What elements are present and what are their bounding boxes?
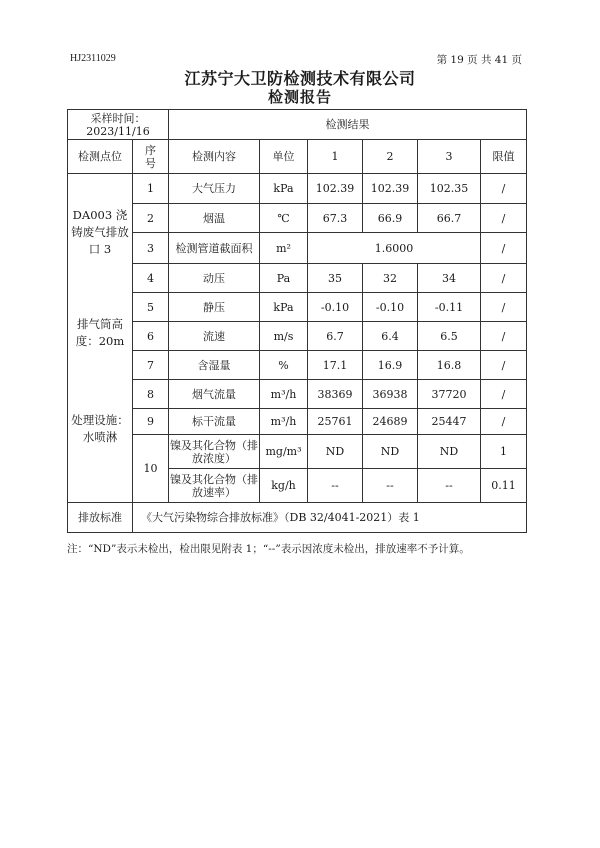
table-cell: / <box>481 264 527 293</box>
table-row <box>68 322 527 351</box>
table-cell: 102.39 <box>363 174 418 204</box>
table-cell: ND <box>418 435 481 469</box>
table-cell: 34 <box>418 264 481 293</box>
point-info-cell <box>68 174 133 503</box>
table-cell: 检测管道截面积 <box>169 233 260 264</box>
table-cell: 烟温 <box>169 204 260 233</box>
table-row <box>68 409 527 435</box>
table-cell: / <box>481 409 527 435</box>
table-cell: / <box>481 322 527 351</box>
table-cell: 标干流量 <box>169 409 260 435</box>
outlet-name: DA003 浇铸废气排放口 3 <box>71 208 129 256</box>
table-cell: 66.7 <box>418 204 481 233</box>
table-row <box>68 435 527 469</box>
table-cell: 1 <box>133 174 169 204</box>
table-row <box>68 233 527 264</box>
table-cell: Pa <box>260 264 308 293</box>
table-cell: 36938 <box>363 380 418 409</box>
table-cell: kPa <box>260 293 308 322</box>
table-cell: 16.9 <box>363 351 418 380</box>
table-cell: m³/h <box>260 380 308 409</box>
table-row <box>68 293 527 322</box>
table-cell: 镍及其化合物（排放速率） <box>169 469 260 503</box>
results-table <box>67 109 527 533</box>
sampling-time-label: 采样时间： <box>90 111 146 125</box>
table-cell: % <box>260 351 308 380</box>
standard-row <box>68 503 527 533</box>
table-cell: ℃ <box>260 204 308 233</box>
table-cell: kPa <box>260 174 308 204</box>
table-cell: ND <box>363 435 418 469</box>
table-cell: 7 <box>133 351 169 380</box>
table-cell: 含湿量 <box>169 351 260 380</box>
table-cell: m/s <box>260 322 308 351</box>
table-cell: mg/m³ <box>260 435 308 469</box>
table-cell: 2 <box>133 204 169 233</box>
table-cell: 37720 <box>418 380 481 409</box>
table-row <box>68 264 527 293</box>
col-seq <box>133 140 169 174</box>
col-point: 检测点位 <box>68 140 133 174</box>
page-indicator: 第 19 页 共 41 页 <box>436 54 522 66</box>
table-cell: 25447 <box>418 409 481 435</box>
table-cell: 镍及其化合物（排放浓度） <box>169 435 260 469</box>
table-cell: -- <box>363 469 418 503</box>
table-cell: -0.11 <box>418 293 481 322</box>
sampling-date: 2023/11/16 <box>86 124 150 138</box>
table-cell: / <box>481 351 527 380</box>
standard-value: 《大气污染物综合排放标准》（DB 32/4041-2021）表 1 <box>133 503 527 533</box>
table-cell: 102.39 <box>308 174 363 204</box>
table-cell: 32 <box>363 264 418 293</box>
table-cell: 10 <box>133 435 169 503</box>
table-cell: -- <box>308 469 363 503</box>
table-cell: 67.3 <box>308 204 363 233</box>
table-cell: 9 <box>133 409 169 435</box>
table-cell: 66.9 <box>363 204 418 233</box>
table-cell: 6.5 <box>418 322 481 351</box>
table-cell: 35 <box>308 264 363 293</box>
table-cell: 6.7 <box>308 322 363 351</box>
table-row <box>68 351 527 380</box>
table-row <box>68 204 527 233</box>
table-cell: 4 <box>133 264 169 293</box>
table-cell: -0.10 <box>363 293 418 322</box>
table-cell: 24689 <box>363 409 418 435</box>
table-cell: -- <box>418 469 481 503</box>
table-cell: kg/h <box>260 469 308 503</box>
table-cell: 102.35 <box>418 174 481 204</box>
col-result-3: 3 <box>418 140 481 174</box>
table-cell: 17.1 <box>308 351 363 380</box>
sampling-time-cell <box>68 110 169 140</box>
table-cell: 烟气流量 <box>169 380 260 409</box>
treatment-facility: 处理设施：水喷淋 <box>71 413 129 444</box>
table-cell: 5 <box>133 293 169 322</box>
col-limit: 限值 <box>481 140 527 174</box>
company-name: 江苏宁大卫防检测技术有限公司 <box>184 69 416 88</box>
table-cell: 静压 <box>169 293 260 322</box>
table-cell: 16.8 <box>418 351 481 380</box>
col-content: 检测内容 <box>169 140 260 174</box>
col-result-2: 2 <box>363 140 418 174</box>
table-cell: 6 <box>133 322 169 351</box>
table-cell: 序号 <box>145 143 156 170</box>
table-cell: ND <box>308 435 363 469</box>
table-row <box>68 174 527 204</box>
table-cell: m³/h <box>260 409 308 435</box>
table-cell: / <box>481 174 527 204</box>
col-unit: 单位 <box>260 140 308 174</box>
table-cell: 1 <box>481 435 527 469</box>
col-result-1: 1 <box>308 140 363 174</box>
table-cell: / <box>481 293 527 322</box>
report-number: HJ2311029 <box>70 53 116 64</box>
table-cell: 25761 <box>308 409 363 435</box>
footnote: 注：“ND”表示未检出，检出限见附表 1；“--”表示因浓度未检出，排放速率不予计算。 <box>67 543 470 555</box>
table-row <box>68 380 527 409</box>
results-header: 检测结果 <box>169 110 527 140</box>
table-cell: / <box>481 380 527 409</box>
table-cell: 流速 <box>169 322 260 351</box>
table-cell: / <box>481 233 527 264</box>
table-cell: 6.4 <box>363 322 418 351</box>
stack-height: 排气筒高度：20m <box>75 317 125 348</box>
table-cell: m² <box>260 233 308 264</box>
table-cell: 动压 <box>169 264 260 293</box>
table-cell: 38369 <box>308 380 363 409</box>
table-cell: 大气压力 <box>169 174 260 204</box>
merged-area-value: 1.6000 <box>308 233 481 264</box>
report-title: 检测报告 <box>267 88 332 106</box>
table-cell: / <box>481 204 527 233</box>
table-cell: -0.10 <box>308 293 363 322</box>
table-cell: 3 <box>133 233 169 264</box>
table-cell: 8 <box>133 380 169 409</box>
table-cell: 0.11 <box>481 469 527 503</box>
standard-label: 排放标准 <box>68 503 133 533</box>
